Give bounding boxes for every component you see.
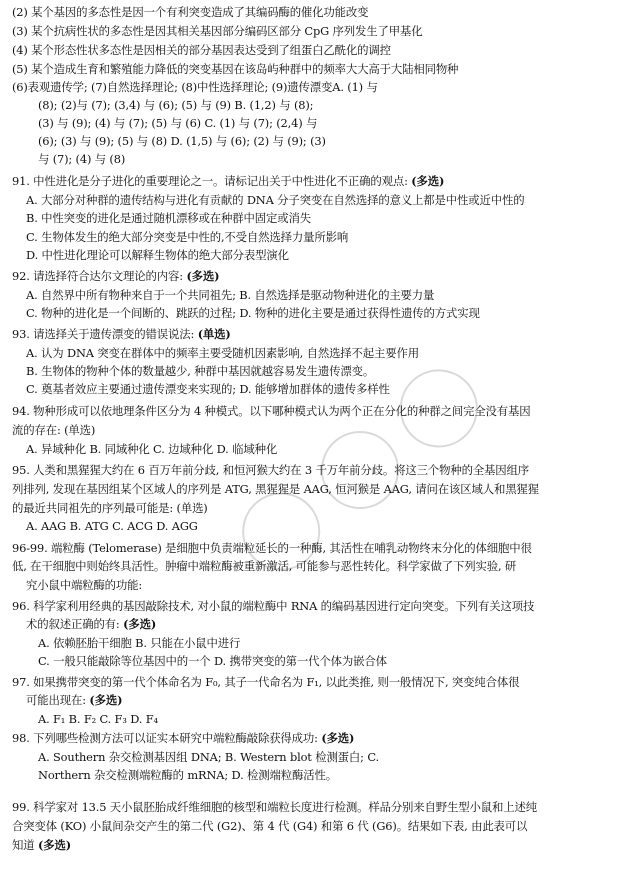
text-line xyxy=(12,327,231,341)
text-line xyxy=(12,463,529,477)
text-line xyxy=(12,269,219,283)
line-text: 98. 下列哪些检测方法可以证实本研究中端粒酶敲除获得成功: xyxy=(12,731,318,745)
line-text: 的最近共同祖先的序列最可能是: (单选) xyxy=(12,501,208,515)
text-line xyxy=(26,346,419,360)
line-text: (8); (2)与 (7); (3,4) 与 (6); (5) 与 (9) B. (1,2) 与 (8); xyxy=(38,98,314,112)
text-line xyxy=(12,482,539,496)
text-line xyxy=(26,693,122,707)
line-text: 99. 科学家对 13.5 天小鼠胚胎成纤维细胞的核型和端粒长度进行检测。样品分别来自野生型小鼠和上述纯 xyxy=(12,800,537,814)
text-line xyxy=(12,24,422,38)
line-text: A. F₁ B. F₂ C. F₃ D. F₄ xyxy=(38,712,158,726)
text-line xyxy=(12,62,458,76)
line-text: A. 依赖胚胎干细胞 B. 只能在小鼠中进行 xyxy=(38,636,241,650)
line-text: (2) 某个基因的多态性是因一个有利突变造成了其编码酶的催化功能改变 xyxy=(12,5,369,19)
text-line xyxy=(12,5,368,19)
text-line xyxy=(12,43,391,57)
answer-type-label: (多选) xyxy=(321,731,355,745)
line-text: B. 生物体的物种个体的数量越少, 种群中基因就越容易发生遗传漂变。 xyxy=(26,364,375,378)
line-text: A. 大部分对种群的遗传结构与进化有贡献的 DNA 分子突变在自然选择的意义上都是中性或近中性的 xyxy=(26,193,525,207)
text-line xyxy=(26,578,142,592)
line-text: A. 认为 DNA 突变在群体中的频率主要受随机因素影响, 自然选择不起主要作用 xyxy=(26,346,419,360)
text-line xyxy=(12,559,516,573)
line-text: 94. 物种形成可以依地理条件区分为 4 种模式。以下哪种模式认为两个正在分化的种群之间完全没有基因 xyxy=(12,404,531,418)
answer-type-label: (多选) xyxy=(37,838,71,852)
text-line xyxy=(26,248,289,262)
answer-type-label: (多选) xyxy=(186,269,220,283)
text-line xyxy=(12,800,537,814)
line-text: 97. 如果携带突变的第一代个体命名为 F₀, 其子一代命名为 F₁, 以此类推, 则一般情况下, 突变纯合体很 xyxy=(12,675,520,689)
text-line xyxy=(26,442,277,456)
text-line xyxy=(38,134,326,148)
line-text: 究小鼠中端粒酶的功能: xyxy=(26,578,143,592)
answer-type-label: (多选) xyxy=(89,693,123,707)
line-text: C. 奠基者效应主要通过遗传漂变来实现的; D. 能够增加群体的遗传多样性 xyxy=(26,382,390,396)
text-line xyxy=(12,819,527,833)
text-line xyxy=(26,193,524,207)
line-text: 95. 人类和黑猩猩大约在 6 百万年前分歧, 和恒河猴大约在 3 千万年前分歧。将这三个物种的全基因组序 xyxy=(12,463,530,477)
answer-type-label: (多选) xyxy=(123,617,157,631)
line-text: 96-99. 端粒酶 (Telomerase) 是细胞中负责端粒延长的一种酶, 其活性在哺乳动物终末分化的体细胞中很 xyxy=(12,541,532,555)
line-text: 术的叙述正确的有: xyxy=(26,617,120,631)
text-line xyxy=(38,750,379,764)
text-line xyxy=(38,712,158,726)
line-text: Northern 杂交检测端粒酶的 mRNA; D. 检测端粒酶活性。 xyxy=(38,768,337,782)
text-line xyxy=(26,230,348,244)
line-text: (6); (3) 与 (9); (5) 与 (8) D. (1,5) 与 (6); (2) 与 (9); (3) xyxy=(38,134,326,148)
line-text: A. AAG B. ATG C. ACG D. AGG xyxy=(26,519,198,533)
line-text: 合突变体 (KO) 小鼠间杂交产生的第二代 (G2)、第 4 代 (G4) 和第 6 代 (G6)。结果如下表, 由此表可以 xyxy=(12,819,528,833)
text-line xyxy=(12,423,95,437)
text-line xyxy=(38,636,240,650)
line-text: 列排列, 发现在基因组某个区域人的序列是 ATG, 黑猩猩是 AAG, 恒河猴是 AAG, 请问在该区域人和黑猩猩 xyxy=(12,482,539,496)
text-line xyxy=(12,174,444,188)
line-text: A. 自然界中所有物种来自于一个共同祖先; B. 自然选择是驱动物种进化的主要力量 xyxy=(26,288,435,302)
line-text: C. 一般只能敲除等位基因中的一个 D. 携带突变的第一代个体为嵌合体 xyxy=(38,654,387,668)
line-text: 与 (7); (4) 与 (8) xyxy=(38,152,126,166)
text-line xyxy=(38,116,317,130)
text-line xyxy=(26,288,434,302)
line-text: 93. 请选择关于遗传漂变的错误说法: xyxy=(12,327,195,341)
answer-type-label: (多选) xyxy=(411,174,445,188)
line-text: 92. 请选择符合达尔文理论的内容: xyxy=(12,269,183,283)
line-text: 知道 xyxy=(12,838,35,852)
text-line xyxy=(26,364,374,378)
text-line xyxy=(12,501,208,515)
text-line xyxy=(38,654,387,668)
line-text: (3) 与 (9); (4) 与 (7); (5) 与 (6) C. (1) 与 (7); (2,4) 与 xyxy=(38,116,318,130)
line-text: A. 异域种化 B. 同域种化 C. 边域种化 D. 临域种化 xyxy=(26,442,278,456)
answer-type-label: (单选) xyxy=(197,327,231,341)
text-line xyxy=(38,152,125,166)
line-text: (4) 某个形态性状多态性是因相关的部分基因表达受到了组蛋白乙酰化的调控 xyxy=(12,43,391,57)
line-text: D. 中性进化理论可以解释生物体的绝大部分表型演化 xyxy=(26,248,289,262)
line-text: 91. 中性进化是分子进化的重要理论之一。请标记出关于中性进化不正确的观点: xyxy=(12,174,408,188)
text-line xyxy=(26,519,198,533)
line-text: 流的存在: (单选) xyxy=(12,423,96,437)
text-line xyxy=(12,404,531,418)
line-text: A. Southern 杂交检测基因组 DNA; B. Western blot 检测蛋白; C. xyxy=(38,750,379,764)
text-line xyxy=(38,768,337,782)
text-line xyxy=(26,306,480,320)
line-text: (5) 某个造成生育和繁殖能力降低的突变基因在该岛屿种群中的频率大大高于大陆相同物种 xyxy=(12,62,459,76)
line-text: B. 中性突变的进化是通过随机漂移或在种群中固定或消失 xyxy=(26,211,311,225)
text-line xyxy=(12,838,71,852)
line-text: (6)表观遗传学; (7)自然选择理论; (8)中性选择理论; (9)遗传漂变A. (1) 与 xyxy=(12,80,378,94)
line-text: 低, 在干细胞中则始终具活性。肿瘤中端粒酶被重新激活, 可能参与恶性转化。科学家做了下列实验, 研 xyxy=(12,559,517,573)
text-line xyxy=(12,731,354,745)
text-line xyxy=(26,211,311,225)
text-line xyxy=(12,599,534,613)
text-line xyxy=(12,541,532,555)
line-text: 96. 科学家利用经典的基因敲除技术, 对小鼠的端粒酶中 RNA 的编码基因进行定向突变。下列有关这项技 xyxy=(12,599,535,613)
text-line xyxy=(26,617,156,631)
text-line xyxy=(12,675,519,689)
line-text: C. 物种的进化是一个间断的、跳跃的过程; D. 物种的进化主要是通过获得性遗传的方式实现 xyxy=(26,306,480,320)
text-line xyxy=(26,382,390,396)
text-line xyxy=(12,80,378,94)
line-text: 可能出现在: xyxy=(26,693,86,707)
line-text: C. 生物体发生的绝大部分突变是中性的,不受自然选择力量所影响 xyxy=(26,230,349,244)
text-line xyxy=(38,98,313,112)
line-text: (3) 某个抗病性状的多态性是因其相关基因部分编码区部分 CpG 序列发生了甲基化 xyxy=(12,24,423,38)
